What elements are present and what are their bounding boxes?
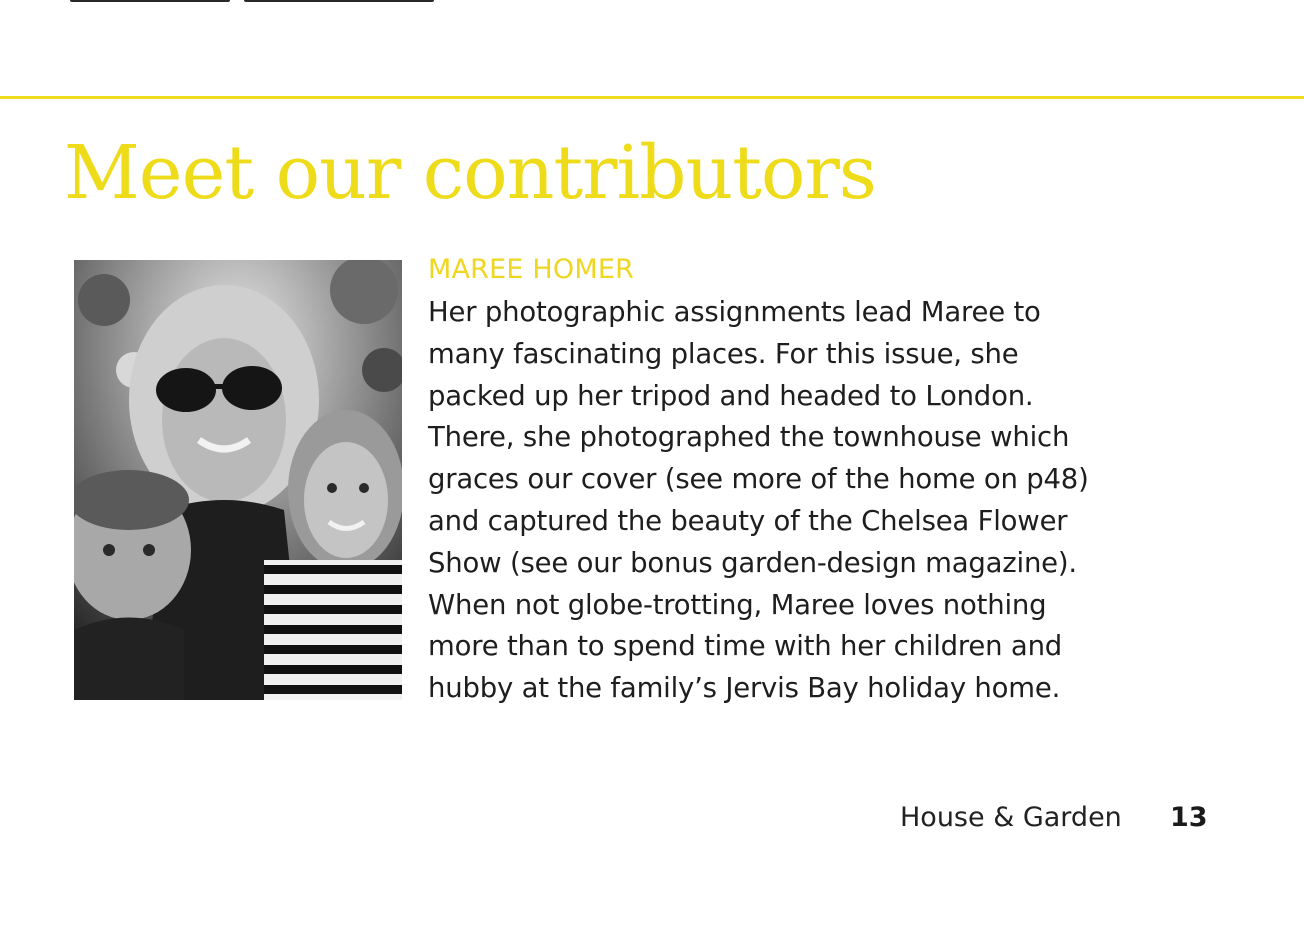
contributor-photo (74, 260, 402, 700)
contributor-name: MAREE HOMER (428, 254, 635, 285)
cropped-page-header (70, 0, 470, 4)
bio-line: and captured the beauty of the Chelsea Flower (428, 504, 1068, 537)
page-title: Meet our contributors (64, 130, 876, 216)
bio-line: Her photographic assignments lead Maree to (428, 296, 1041, 328)
bio-line: hubby at the family’s Jervis Bay holiday home. (428, 672, 1061, 705)
bio-line: Show (see our bonus garden-design magazine). (428, 546, 1077, 579)
bio-line: many fascinating places. For this issue, she (428, 337, 1019, 370)
footer-page-number: 13 (1170, 802, 1208, 833)
contributor-bio (428, 292, 1148, 710)
bio-line: packed up her tripod and headed to London. (428, 379, 1034, 412)
bio-line: There, she photographed the townhouse which (428, 421, 1070, 454)
yellow-rule-divider (0, 96, 1304, 99)
bio-line: When not globe-trotting, Maree loves nothing (428, 588, 1047, 621)
bio-line: graces our cover (see more of the home on p48) (428, 463, 1089, 496)
footer-magazine-name: House & Garden (900, 802, 1122, 833)
bio-line: more than to spend time with her children and (428, 630, 1063, 663)
